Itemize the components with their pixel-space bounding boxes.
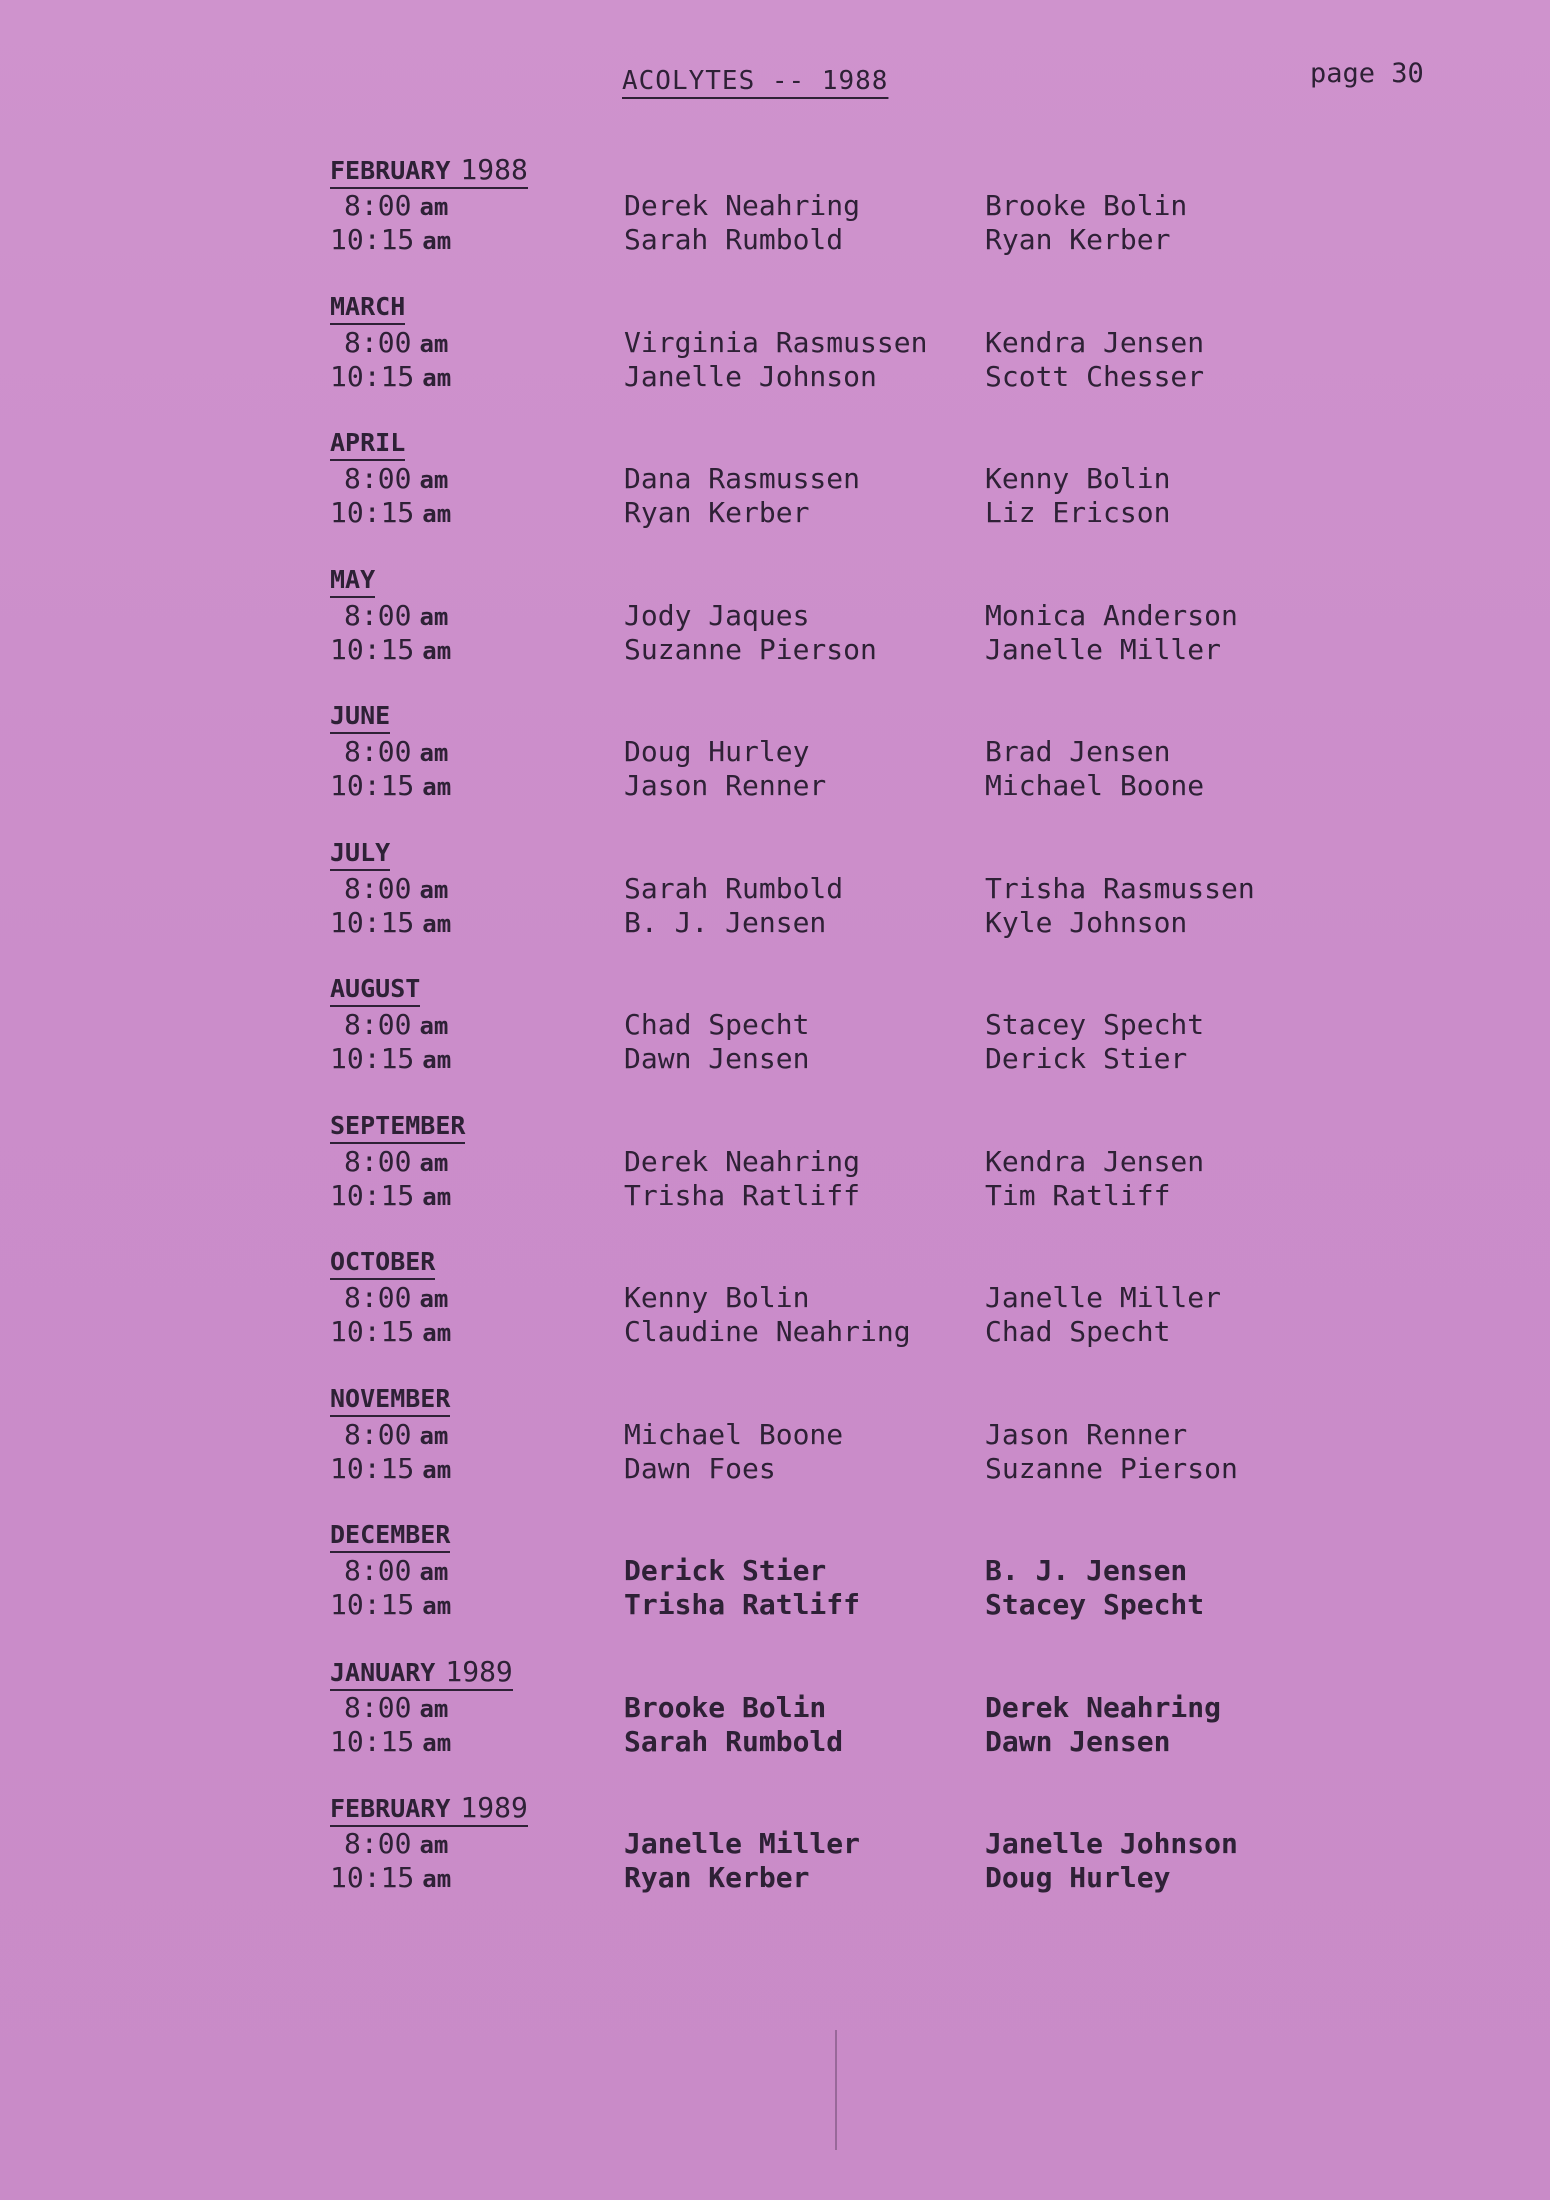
acolyte-name-second: Derick Stier (985, 1042, 1188, 1075)
month-block (330, 1520, 1330, 1650)
acolyte-name-first: Chad Specht (624, 1008, 810, 1041)
service-time (344, 1691, 504, 1726)
time-value: 10:15 (330, 1588, 415, 1621)
acolyte-name-second: Stacey Specht (985, 1008, 1205, 1041)
month-name: JUNE (330, 701, 391, 730)
service-time (344, 326, 504, 361)
month-name: FEBRUARY (330, 156, 451, 185)
month-heading (330, 428, 405, 461)
acolyte-name-first: Jody Jaques (624, 598, 810, 632)
service-time (330, 496, 490, 531)
time-ampm: am (419, 739, 449, 767)
month-block (330, 1793, 1330, 1923)
time-value: 10:15 (330, 1724, 415, 1758)
month-heading (330, 565, 375, 598)
time-ampm: am (422, 636, 452, 665)
acolyte-name-first: Trisha Ratliff (624, 1178, 861, 1212)
acolyte-name-second: Tim Ratliff (985, 1178, 1171, 1212)
service-time (330, 1315, 490, 1350)
time-ampm: am (419, 1694, 449, 1723)
time-ampm: am (422, 1592, 452, 1620)
acolyte-name-first: Dana Rasmussen (624, 462, 861, 495)
month-year: 1989 (460, 1791, 528, 1824)
service-time (344, 1281, 504, 1316)
acolyte-name-first: Virginia Rasmussen (624, 325, 928, 359)
month-name: OCTOBER (330, 1247, 436, 1276)
acolyte-name-second: Kenny Bolin (985, 462, 1171, 495)
acolyte-name-first: Sarah Rumbold (624, 1724, 844, 1758)
month-block (330, 428, 1330, 558)
acolyte-name-second: Brooke Bolin (985, 189, 1188, 222)
month-name: NOVEMBER (330, 1383, 451, 1413)
time-ampm: am (422, 363, 452, 392)
time-ampm: am (419, 1831, 449, 1859)
month-block (330, 565, 1330, 695)
service-time (344, 872, 504, 907)
month-name: DECEMBER (330, 1520, 451, 1549)
acolyte-name-second: Janelle Miller (985, 1281, 1222, 1314)
acolyte-name-first: Suzanne Pierson (624, 632, 877, 666)
month-heading (330, 292, 405, 325)
time-ampm: am (422, 773, 452, 801)
month-year: 1988 (460, 153, 528, 186)
acolyte-name-first: Derick Stier (624, 1554, 827, 1587)
time-value: 8:00 (344, 1690, 412, 1724)
time-ampm: am (422, 909, 452, 938)
service-time (344, 1554, 504, 1589)
month-heading (330, 1520, 450, 1553)
time-ampm: am (419, 1148, 449, 1177)
time-ampm: am (419, 1285, 449, 1313)
time-value: 8:00 (344, 1281, 412, 1314)
month-heading (330, 701, 390, 734)
time-value: 8:00 (344, 1008, 412, 1041)
acolyte-name-second: Monica Anderson (985, 598, 1238, 632)
month-heading (330, 974, 420, 1007)
time-value: 8:00 (344, 1417, 412, 1451)
page-title: ACOLYTES -- 1988 (622, 66, 889, 96)
service-time (344, 599, 504, 634)
time-ampm: am (422, 500, 452, 528)
time-ampm: am (422, 1728, 452, 1757)
service-time (330, 633, 490, 668)
month-name: SEPTEMBER (330, 1110, 466, 1140)
month-heading (330, 1111, 465, 1144)
month-heading (330, 155, 528, 189)
acolyte-name-second: B. J. Jensen (985, 1554, 1188, 1587)
acolyte-name-first: Jason Renner (624, 769, 827, 802)
acolyte-name-second: Trisha Rasmussen (985, 871, 1255, 905)
acolyte-name-second: Doug Hurley (985, 1861, 1171, 1894)
page-number: page 30 (1310, 58, 1424, 89)
month-block (330, 1111, 1330, 1241)
time-ampm: am (422, 1319, 452, 1347)
month-name: JANUARY (330, 1657, 436, 1687)
month-block (330, 292, 1330, 422)
month-heading (330, 1654, 513, 1691)
acolyte-name-first: Sarah Rumbold (624, 871, 844, 905)
acolyte-name-first: Claudine Neahring (624, 1315, 911, 1348)
acolyte-name-first: Sarah Rumbold (624, 223, 844, 256)
time-ampm: am (419, 193, 449, 221)
time-value: 8:00 (344, 1554, 412, 1587)
service-time (330, 906, 490, 941)
month-block (330, 1247, 1330, 1377)
service-time (330, 769, 490, 804)
acolyte-name-second: Chad Specht (985, 1315, 1171, 1348)
time-value: 10:15 (330, 1451, 415, 1485)
service-time (344, 1827, 504, 1862)
acolyte-name-second: Derek Neahring (985, 1690, 1222, 1724)
acolyte-name-first: Janelle Miller (624, 1827, 861, 1860)
time-value: 10:15 (330, 359, 415, 393)
month-block (330, 974, 1330, 1104)
time-value: 10:15 (330, 769, 415, 802)
service-time (344, 1008, 504, 1043)
time-ampm: am (419, 1558, 449, 1586)
time-value: 10:15 (330, 1178, 415, 1212)
month-block (330, 701, 1330, 831)
month-block (330, 1654, 1330, 1787)
acolyte-name-second: Stacey Specht (985, 1588, 1205, 1621)
month-block (330, 1384, 1330, 1514)
time-ampm: am (422, 1182, 452, 1211)
time-value: 10:15 (330, 632, 415, 666)
month-name: JULY (330, 837, 391, 867)
acolyte-name-first: Kenny Bolin (624, 1281, 810, 1314)
month-name: MAY (330, 564, 376, 594)
time-value: 8:00 (344, 189, 412, 222)
service-time (344, 1418, 504, 1453)
acolyte-name-second: Janelle Johnson (985, 1827, 1238, 1860)
time-value: 10:15 (330, 905, 415, 939)
time-value: 10:15 (330, 496, 415, 529)
acolyte-name-first: Dawn Foes (624, 1451, 776, 1485)
service-time (330, 1588, 490, 1623)
time-ampm: am (419, 602, 449, 631)
time-value: 10:15 (330, 223, 415, 256)
service-time (330, 1452, 490, 1487)
time-value: 8:00 (344, 871, 412, 905)
acolyte-name-second: Michael Boone (985, 769, 1205, 802)
service-time (330, 1179, 490, 1214)
acolyte-name-first: Doug Hurley (624, 735, 810, 768)
acolyte-name-first: Dawn Jensen (624, 1042, 810, 1075)
month-block (330, 838, 1330, 968)
month-name: AUGUST (330, 974, 421, 1003)
time-ampm: am (419, 1012, 449, 1040)
month-heading (330, 838, 390, 871)
acolyte-name-second: Brad Jensen (985, 735, 1171, 768)
time-value: 10:15 (330, 1861, 415, 1894)
acolyte-name-second: Liz Ericson (985, 496, 1171, 529)
service-time (344, 462, 504, 497)
month-name: FEBRUARY (330, 1794, 451, 1823)
time-value: 8:00 (344, 1144, 412, 1178)
acolyte-name-first: Ryan Kerber (624, 1861, 810, 1894)
acolyte-name-first: Michael Boone (624, 1417, 844, 1451)
acolyte-name-first: Derek Neahring (624, 189, 861, 222)
acolyte-name-second: Kendra Jensen (985, 1144, 1205, 1178)
month-heading (330, 1247, 435, 1280)
acolyte-name-first: Derek Neahring (624, 1144, 861, 1178)
acolyte-name-second: Janelle Miller (985, 632, 1222, 666)
service-time (330, 1861, 490, 1896)
service-time (344, 189, 504, 224)
acolyte-name-first: B. J. Jensen (624, 905, 827, 939)
service-time (330, 360, 490, 395)
service-time (330, 223, 490, 258)
acolyte-name-second: Jason Renner (985, 1417, 1188, 1451)
acolyte-name-first: Brooke Bolin (624, 1690, 827, 1724)
month-name: APRIL (330, 428, 406, 457)
acolyte-name-second: Dawn Jensen (985, 1724, 1171, 1758)
acolyte-name-second: Kendra Jensen (985, 325, 1205, 359)
acolyte-name-first: Ryan Kerber (624, 496, 810, 529)
acolyte-name-second: Kyle Johnson (985, 905, 1188, 939)
service-time (330, 1725, 490, 1760)
time-ampm: am (422, 1046, 452, 1074)
time-ampm: am (422, 227, 452, 255)
month-heading (330, 1384, 450, 1417)
time-ampm: am (419, 466, 449, 494)
acolyte-name-first: Trisha Ratliff (624, 1588, 861, 1621)
acolyte-name-second: Ryan Kerber (985, 223, 1171, 256)
time-ampm: am (419, 329, 449, 358)
time-value: 8:00 (344, 1827, 412, 1860)
paper-crease-mark (835, 2030, 837, 2150)
time-value: 10:15 (330, 1315, 415, 1348)
time-value: 8:00 (344, 598, 412, 632)
time-value: 10:15 (330, 1042, 415, 1075)
month-year: 1989 (445, 1654, 513, 1688)
month-name: MARCH (330, 291, 406, 321)
time-ampm: am (419, 1421, 449, 1450)
month-block (330, 155, 1330, 285)
service-time (344, 735, 504, 770)
service-time (330, 1042, 490, 1077)
acolyte-name-first: Janelle Johnson (624, 359, 877, 393)
acolyte-name-second: Scott Chesser (985, 359, 1205, 393)
time-ampm: am (419, 875, 449, 904)
time-value: 8:00 (344, 325, 412, 359)
time-value: 8:00 (344, 462, 412, 495)
time-ampm: am (422, 1865, 452, 1893)
acolyte-name-second: Suzanne Pierson (985, 1451, 1238, 1485)
service-time (344, 1145, 504, 1180)
time-value: 8:00 (344, 735, 412, 768)
month-heading (330, 1793, 528, 1827)
time-ampm: am (422, 1455, 452, 1484)
